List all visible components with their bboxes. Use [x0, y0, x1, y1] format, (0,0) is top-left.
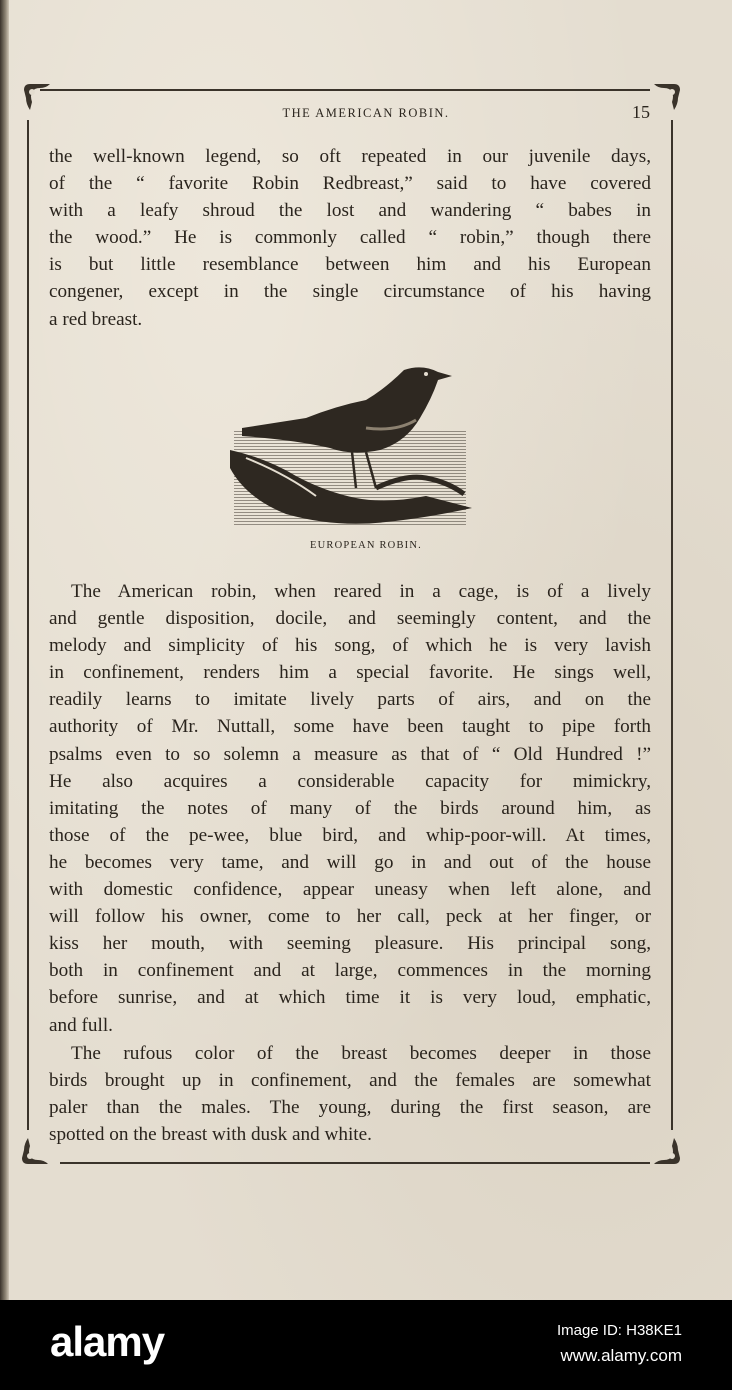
text-line: psalms even to so solemn a measure as that of “ Old Hundred !”	[49, 743, 651, 765]
text-line: spotted on the breast with dusk and white.	[49, 1124, 372, 1146]
text-line: the wood.” He is commonly called “ robin,” though there	[49, 227, 651, 249]
text-line: The rufous color of the breast becomes deeper in those	[71, 1043, 651, 1064]
text-line: a red breast.	[49, 308, 143, 330]
text-line: birds brought up in confinement, and the females are somewhat	[49, 1070, 651, 1092]
text-line: those of the pe-wee, blue bird, and whip-poor-will. At times,	[49, 824, 651, 846]
site-url: www.alamy.com	[560, 1346, 682, 1365]
image-id-label: Image ID: H38KE1	[556, 1322, 682, 1339]
text-line: both in confinement and at large, commences in the morning	[49, 960, 651, 982]
text-line: paler than the males. The young, during the first season, are	[49, 1097, 651, 1119]
text-line: imitating the notes of many of the birds around him, as	[49, 797, 651, 819]
paragraph-continued	[49, 143, 651, 333]
text-line: readily learns to imitate lively parts of airs, and on the	[49, 689, 651, 711]
paragraph	[49, 578, 651, 1039]
frame-rule-right	[671, 120, 673, 1130]
text-line: melody and simplicity of his song, of which he is very lavish	[49, 635, 651, 657]
frame-rule-bottom	[60, 1162, 650, 1164]
running-head: THE AMERICAN ROBIN.	[282, 106, 450, 120]
european-robin-engraving	[226, 358, 476, 536]
text-line: he becomes very tame, and will go in and out of the house	[49, 851, 651, 873]
frame-rule-left	[27, 120, 29, 1130]
book-spine-edge	[0, 0, 9, 1300]
text-line: with a leafy shroud the lost and wandering “ babes in	[49, 200, 651, 222]
text-line: the well-known legend, so oft repeated in our juvenile days,	[49, 146, 651, 167]
figure-caption: EUROPEAN ROBIN.	[310, 540, 422, 551]
alamy-logo: alamy	[50, 1318, 165, 1365]
paragraph	[49, 1040, 651, 1148]
text-line: of the “ favorite Robin Redbreast,” said to have covered	[49, 173, 651, 195]
text-line: He also acquires a considerable capacity for mimickry,	[49, 770, 651, 792]
text-line: will follow his owner, come to her call, peck at her finger, or	[49, 906, 651, 928]
text-line: before sunrise, and at which time it is very loud, emphatic,	[49, 987, 651, 1009]
text-line: with domestic confidence, appear uneasy when left alone, and	[49, 879, 651, 901]
text-line: is but little resemblance between him and his European	[49, 254, 651, 276]
page-number: 15	[632, 102, 650, 122]
frame-rule-top	[40, 89, 650, 91]
text-line: authority of Mr. Nuttall, some have been taught to pipe forth	[49, 716, 651, 738]
text-line: congener, except in the single circumstance of his having	[49, 281, 651, 303]
text-line: kiss her mouth, with seeming pleasure. His principal song,	[49, 933, 651, 955]
text-line: in confinement, renders him a special favorite. He sings well,	[49, 662, 651, 684]
text-line: and gentle disposition, docile, and seemingly content, and the	[49, 608, 651, 630]
text-line: The American robin, when reared in a cage, is of a lively	[71, 581, 651, 602]
text-line: and full.	[49, 1014, 113, 1036]
